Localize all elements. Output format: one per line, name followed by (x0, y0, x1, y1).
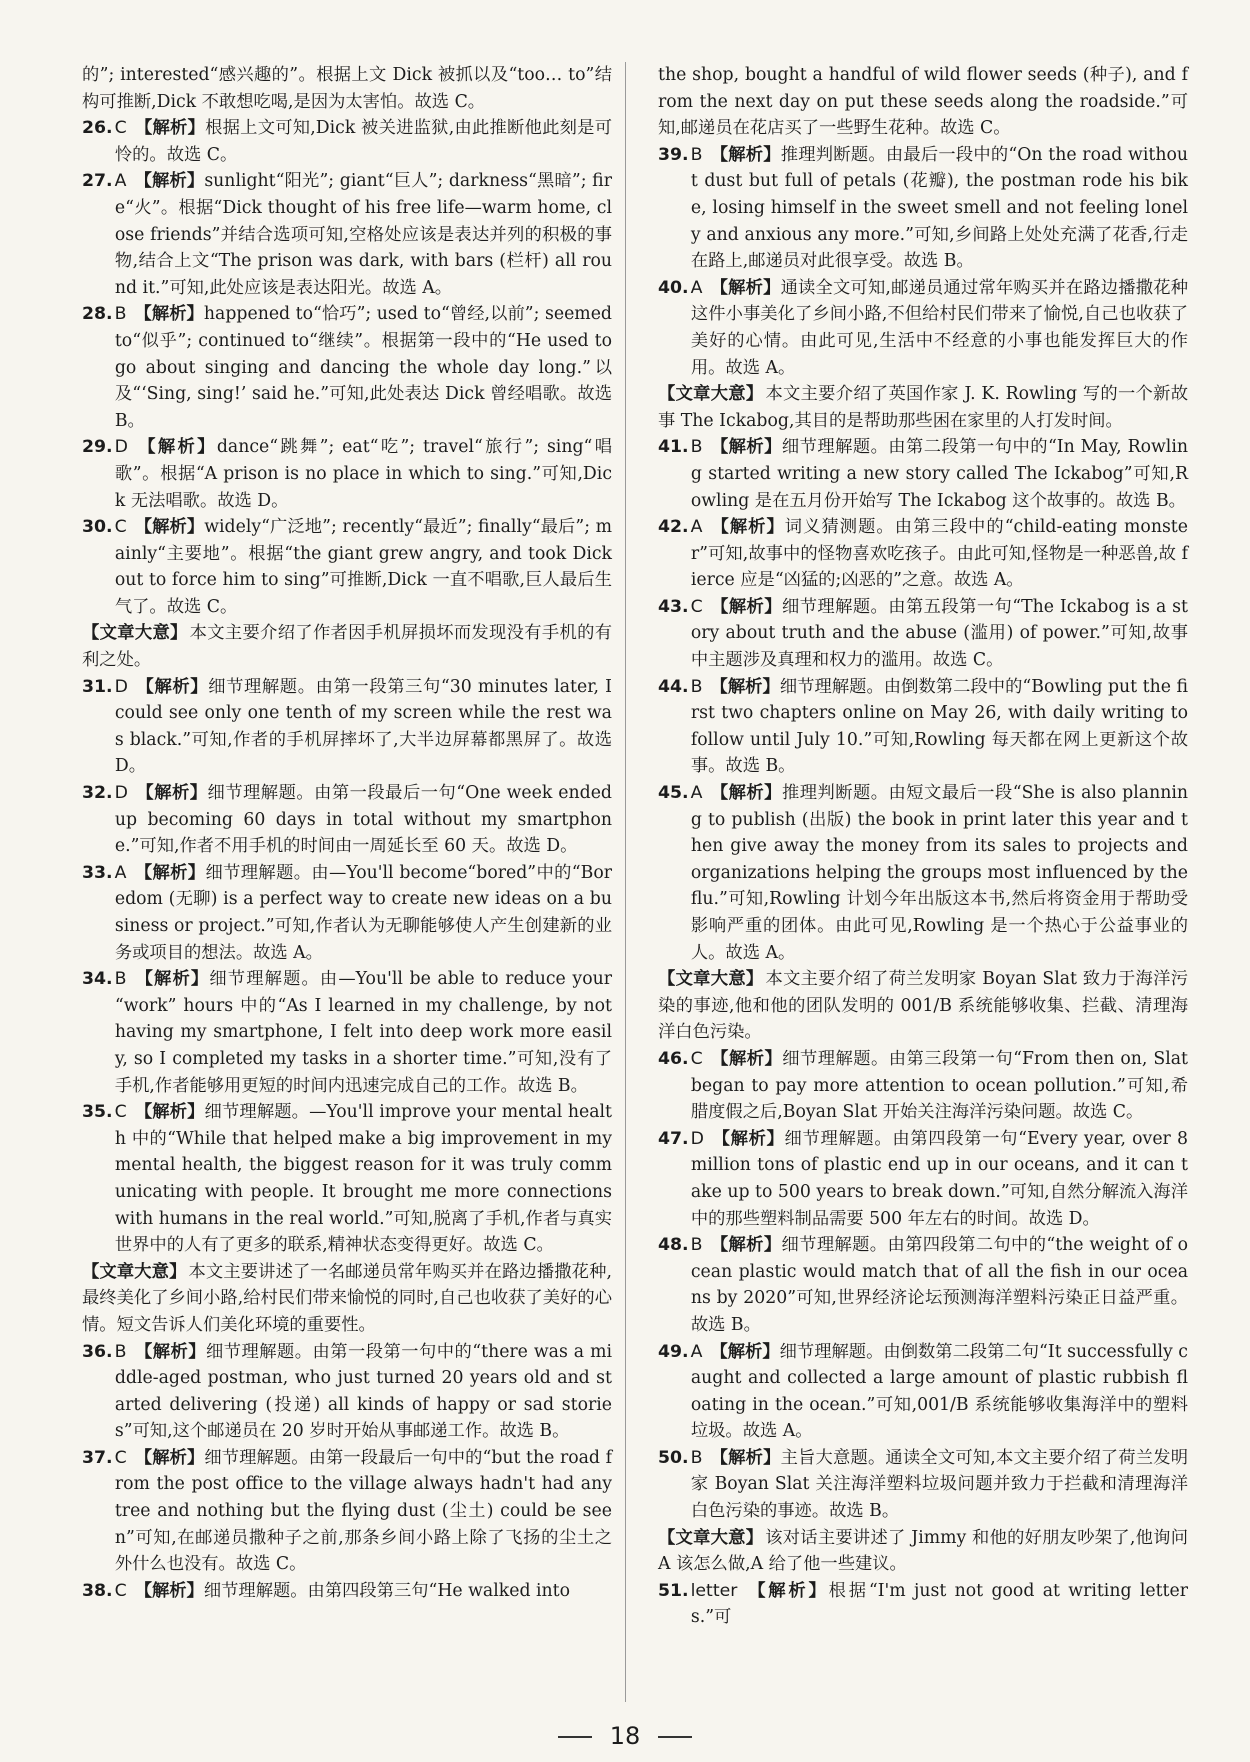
answer-item (658, 142, 1188, 275)
analysis-text: 细节理解题。由第三段第一句“From then on, Slat began to pay more attention to ocean pollution.”可知,希腊度假之后,Boyan Slat 开始关注海洋污染问题。故选 C。 (690, 1048, 1188, 1123)
answer-choice: C (114, 118, 127, 139)
answer-item (82, 674, 612, 780)
question-number: 47. (658, 1128, 689, 1149)
answer-item (82, 434, 612, 514)
answer-choice: A (690, 277, 703, 298)
question-number: 26. (82, 118, 113, 139)
answer-item (658, 514, 1188, 594)
analysis-tag: 【解析】 (745, 1580, 829, 1601)
answer-item (658, 1046, 1188, 1126)
analysis-tag: 【解析】 (134, 1102, 205, 1123)
question-number: 30. (82, 517, 113, 538)
answer-item (658, 594, 1188, 674)
summary-tag: 【文章大意】 (82, 1261, 187, 1282)
answer-item (82, 860, 612, 966)
analysis-tag: 【解析】 (710, 277, 781, 298)
analysis-text: 细节理解题。由—You'll become“bored”中的“Boredom (无聊) is a perfect way to create new ideas on a business or project.”可知,作者认为无聊能够使人产生创建新的业务或项目的想法。故选 A。 (114, 862, 612, 963)
question-number: 40. (658, 277, 689, 298)
question-number: 46. (658, 1048, 689, 1069)
summary-text: 该对话主要讲述了 Jimmy 和他的好朋友吵架了,他询问 A 该怎么做,A 给了他一些建议。 (658, 1527, 1188, 1575)
question-number: 28. (82, 304, 113, 325)
answer-choice: B (114, 304, 127, 325)
question-number: 49. (658, 1341, 689, 1362)
summary-tag: 【文章大意】 (82, 623, 188, 644)
answer-choice: B (114, 1341, 127, 1362)
answer-item (82, 1445, 612, 1578)
analysis-text: 细节理解题。由倒数第二段中的“Bowling put the first two chapters online on May 26, with daily writing to follow until July 10.”可知,Rowling 每天都在网上更新这个故事。故选 B。 (690, 676, 1188, 777)
analysis-tag: 【解析】 (134, 171, 205, 192)
answer-item (658, 1339, 1188, 1445)
summary-text: 本文主要介绍了荷兰发明家 Boyan Slat 致力于海洋污染的事迹,他和他的团队发明的 001/B 系统能够收集、拦截、清理海洋白色污染。 (658, 969, 1188, 1043)
answer-choice: D (114, 676, 128, 697)
question-number: 45. (658, 783, 689, 804)
answer-choice: D (690, 1128, 704, 1149)
analysis-tag: 【解析】 (710, 517, 785, 538)
analysis-tag: 【解析】 (710, 1048, 783, 1069)
answer-choice: C (690, 1048, 703, 1069)
article-summary (82, 1259, 612, 1339)
analysis-text: 推理判断题。由短文最后一段“She is also planning to publish (出版) the book in print later this year and then give away the money from its sales to projects and organizations helping the groups most influenced by the flu.”可知,Rowling 计划今年出版这本书,然后将资金用于帮助受影响严重的团体。由此可见,Rowling 是一个热心于公益事业的人。故选 A。 (690, 783, 1188, 963)
answer-choice: B (690, 144, 703, 165)
analysis-tag: 【解析】 (710, 1447, 781, 1468)
question-number: 50. (658, 1447, 689, 1468)
analysis-text: 细节理解题。由第五段第一句“The Ickabog is a story about truth and the abuse (滥用) of power.”可知,故事中主题涉及真理和权力的滥用。故选 C。 (690, 596, 1188, 671)
analysis-tag: 【解析】 (134, 118, 206, 139)
analysis-text: 细节理解题。由—You'll be able to reduce your “work” hours 中的“As I learned in my challenge, by not having my smartphone, I felt into deep work more easily, so I completed my tasks in a shorter time.”可知,没有了手机,作者能够用更短的时间内迅速完成自己的工作。故选 B。 (114, 969, 612, 1096)
analysis-text: 细节理解题。由第四段第二句中的“the weight of ocean plastic would match that of all the fish in our oceans by 2020”可知,世界经济论坛预测海洋塑料污染正日益严重。故选 B。 (690, 1235, 1188, 1335)
article-summary (658, 381, 1188, 434)
article-summary (658, 1525, 1188, 1578)
answer-choice: C (114, 1580, 127, 1601)
page-number: 18 (609, 1722, 641, 1750)
question-number: 32. (82, 783, 113, 804)
answer-item (658, 1126, 1188, 1232)
answer-item (82, 780, 612, 860)
column-divider (625, 62, 626, 1702)
answer-choice: B (690, 1447, 703, 1468)
question-number: 44. (658, 676, 689, 697)
answer-item (82, 966, 612, 1099)
page-footer (0, 1722, 1250, 1750)
article-summary (82, 620, 612, 673)
analysis-text: 细节理解题。—You'll improve your mental health 中的“While that helped make a big improvement in my mental health, the biggest reason for it was truly communicating with people. It brought me more connections with humans in the real world.”可知,脱离了手机,作者与真实世界中的人有了更多的联系,精神状态变得更好。故选 C。 (114, 1102, 612, 1256)
question-number: 31. (82, 676, 113, 697)
analysis-text: 通读全文可知,邮递员通过常年购买并在路边播撒花种这件小事美化了乡间小路,不但给村民们带来了愉悦,自己也收获了美好的心情。由此可见,生活中不经意的小事也能发挥巨大的作用。故选 A。 (690, 277, 1188, 378)
analysis-text: sunlight“阳光”; giant“巨人”; darkness“黑暗”; fire“火”。根据“Dick thought of his free life—warm home, close friends”并结合选项可知,空格处应该是表达并列的积极的事物,结合上文“The prison was dark, with bars (栏杆) all round it.”可知,此处应该是表达阳光。故选 A。 (114, 171, 612, 298)
continued-text: the shop, bought a handful of wild flower seeds (种子), and from the next day on put these seeds along the roadside.”可知,邮递员在花店买了一些野生花种。故选 C。 (658, 65, 1188, 139)
analysis-text: 细节理解题。由第一段最后一句“One week ended up becoming 60 days in total without my smartphone.”可知,作者不用手机的时间由一周延长至 60 天。故选 D。 (114, 783, 612, 857)
answer-choice: D (114, 437, 128, 458)
analysis-text: 根据“I'm just not good at writing letters.”可 (690, 1580, 1188, 1628)
footer-dash-right (658, 1736, 692, 1738)
analysis-tag: 【解析】 (134, 1341, 206, 1362)
question-number: 41. (658, 437, 689, 458)
answer-choice: C (690, 596, 703, 617)
question-number: 51. (658, 1580, 689, 1601)
question-number: 27. (82, 171, 113, 192)
answer-item (658, 1578, 1188, 1631)
analysis-text: 细节理解题。由倒数第二段第二句“It successfully caught and collected a large amount of plastic rubbish floating in the ocean.”可知,001/B 系统能够收集海洋中的塑料垃圾。故选 A。 (690, 1341, 1188, 1442)
footer-dash-left (558, 1736, 592, 1738)
analysis-text: 细节理解题。由第一段第一句中的“there was a middle-aged postman, who just turned 20 years old and started delivering (投递) all kinds of happy or sad stories”可知,这个邮递员在 20 岁时开始从事邮递工作。故选 B。 (114, 1341, 612, 1442)
analysis-text: dance“跳舞”; eat“吃”; travel“旅行”; sing“唱歌”。根据“A prison is no place in which to sing.”可知,Dick 无法唱歌。故选 D。 (114, 437, 612, 511)
answer-choice: letter (690, 1580, 738, 1601)
question-number: 43. (658, 596, 689, 617)
answer-choice: B (114, 969, 127, 990)
analysis-tag: 【解析】 (134, 1580, 204, 1601)
question-number: 39. (658, 144, 689, 165)
answer-item (82, 301, 612, 434)
analysis-text: 细节理解题。由第四段第三句“He walked into (203, 1580, 571, 1601)
question-number: 34. (82, 969, 113, 990)
analysis-tag: 【解析】 (710, 1341, 780, 1362)
question-number: 37. (82, 1447, 113, 1468)
summary-text: 本文主要讲述了一名邮递员常年购买并在路边播撒花种,最终美化了乡间小路,给村民们带来愉悦的同时,自己也收获了美好的心情。短文告诉人们美化环境的重要性。 (82, 1261, 612, 1335)
analysis-tag: 【解析】 (134, 304, 204, 325)
question-number: 48. (658, 1235, 689, 1256)
analysis-tag: 【解析】 (710, 1235, 782, 1256)
analysis-tag: 【解析】 (710, 437, 782, 458)
analysis-tag: 【解析】 (710, 783, 782, 804)
analysis-tag: 【解析】 (134, 1447, 205, 1468)
answer-item (82, 1578, 612, 1605)
answer-item (82, 514, 612, 620)
summary-tag: 【文章大意】 (658, 969, 764, 990)
question-number: 42. (658, 517, 689, 538)
summary-text: 本文主要介绍了作者因手机屏损坏而发现没有手机的有利之处。 (82, 623, 612, 671)
summary-tag: 【文章大意】 (658, 384, 764, 405)
answer-item (658, 434, 1188, 514)
answer-item (658, 1232, 1188, 1338)
analysis-text: 细节理解题。由第四段第一句“Every year, over 8 million tons of plastic end up in our oceans, and it can take up to 500 years to break down.”可知,自然分解流入海洋中的那些塑料制品需要 500 年左右的时间。故选 D。 (690, 1128, 1188, 1229)
answer-choice: B (690, 437, 703, 458)
answer-choice: A (690, 1341, 703, 1362)
answer-item (82, 168, 612, 301)
answer-item (658, 674, 1188, 780)
analysis-text: 细节理解题。由第一段第三句“30 minutes later, I could see only one tenth of my screen while the rest was black.”可知,作者的手机屏摔坏了,大半边屏幕都黑屏了。故选 D。 (114, 676, 612, 777)
answer-choice: C (114, 1102, 127, 1123)
answer-choice: A (114, 862, 127, 883)
answer-choice: D (114, 783, 128, 804)
analysis-tag: 【解析】 (710, 596, 782, 617)
analysis-tag: 【解析】 (134, 969, 210, 990)
answer-item (82, 1099, 612, 1259)
analysis-tag: 【解析】 (134, 862, 206, 883)
answer-choice: B (690, 676, 703, 697)
analysis-tag: 【解析】 (710, 144, 781, 165)
question-number: 33. (82, 862, 113, 883)
answer-choice: A (690, 783, 703, 804)
summary-tag: 【文章大意】 (658, 1527, 764, 1548)
question-number: 38. (82, 1580, 113, 1601)
analysis-text: widely“广泛地”; recently“最近”; finally“最后”; mainly“主要地”。根据“the giant grew angry, and took Dick out to force him to sing”可推断,Dick 一直不唱歌,巨人最后生气了。故选 C。 (114, 517, 612, 617)
question-number: 35. (82, 1102, 113, 1123)
analysis-tag: 【解析】 (134, 517, 205, 538)
analysis-tag: 【解析】 (711, 1128, 785, 1149)
analysis-text: 主旨大意题。通读全文可知,本文主要介绍了荷兰发明家 Boyan Slat 关注海洋塑料垃圾问题并致力于拦截和清理海洋白色污染的事迹。故选 B。 (690, 1447, 1188, 1522)
answer-item (658, 780, 1188, 966)
article-summary (658, 966, 1188, 1046)
answer-choice: A (690, 517, 703, 538)
answer-choice: C (114, 1447, 127, 1468)
answer-choice: B (690, 1235, 703, 1256)
analysis-text: 细节理解题。由第一段最后一句中的“but the road from the post office to the village always hadn't had any tree and nothing but the flying dust (尘土) could be seen”可知,在邮递员撒种子之前,那条乡间小路上除了飞扬的尘土之外什么也没有。故选 C。 (114, 1447, 612, 1575)
question-number: 36. (82, 1341, 113, 1362)
analysis-text: happened to“恰巧”; used to“曾经,以前”; seemed to“似乎”; continued to“继续”。根据第一段中的“He used to go about singing and dancing the whole day long.”以及“‘Sing, sing!’ said he.”可知,此处表达 Dick 曾经唱歌。故选 B。 (114, 304, 612, 431)
question-number: 29. (82, 437, 113, 458)
analysis-tag: 【解析】 (710, 676, 780, 697)
right-column (658, 62, 1188, 1631)
continued-text: 的”; interested“感兴趣的”。根据上文 Dick 被抓以及“too… to”结构可推断,Dick 不敢想吃喝,是因为太害怕。故选 C。 (82, 65, 612, 112)
analysis-text: 细节理解题。由第二段第一句中的“In May, Rowling started writing a new story called The Ickabog”可知,Rowling 是在五月份开始写 The Ickabog 这个故事的。故选 B。 (690, 437, 1188, 511)
analysis-text: 根据上文可知,Dick 被关进监狱,由此推断他此刻是可怜的。故选 C。 (114, 118, 612, 165)
analysis-tag: 【解析】 (135, 676, 209, 697)
left-column (82, 62, 612, 1604)
answer-item (658, 1445, 1188, 1525)
answer-item (82, 115, 612, 168)
summary-text: 本文主要介绍了英国作家 J. K. Rowling 写的一个新故事 The Ickabog,其目的是帮助那些困在家里的人打发时间。 (658, 384, 1188, 431)
analysis-text: 词义猜测题。由第三段中的“child-eating monster”可知,故事中的怪物喜欢吃孩子。由此可知,怪物是一种恶兽,故 fierce 应是“凶猛的;凶恶的”之意。故选 A。 (690, 517, 1188, 591)
answer-item (658, 275, 1188, 381)
answer-choice: C (114, 517, 127, 538)
analysis-tag: 【解析】 (135, 783, 208, 804)
answer-item (82, 1339, 612, 1445)
analysis-text: 推理判断题。由最后一段中的“On the road without dust but full of petals (花瓣), the postman rode his bike, losing himself in the sweet smell and not feeling lonely and anxious any more.”可知,乡间路上处处充满了花香,行走在路上,邮递员对此很享受。故选 B。 (690, 144, 1188, 272)
analysis-tag: 【解析】 (135, 437, 217, 458)
answer-choice: A (114, 171, 127, 192)
